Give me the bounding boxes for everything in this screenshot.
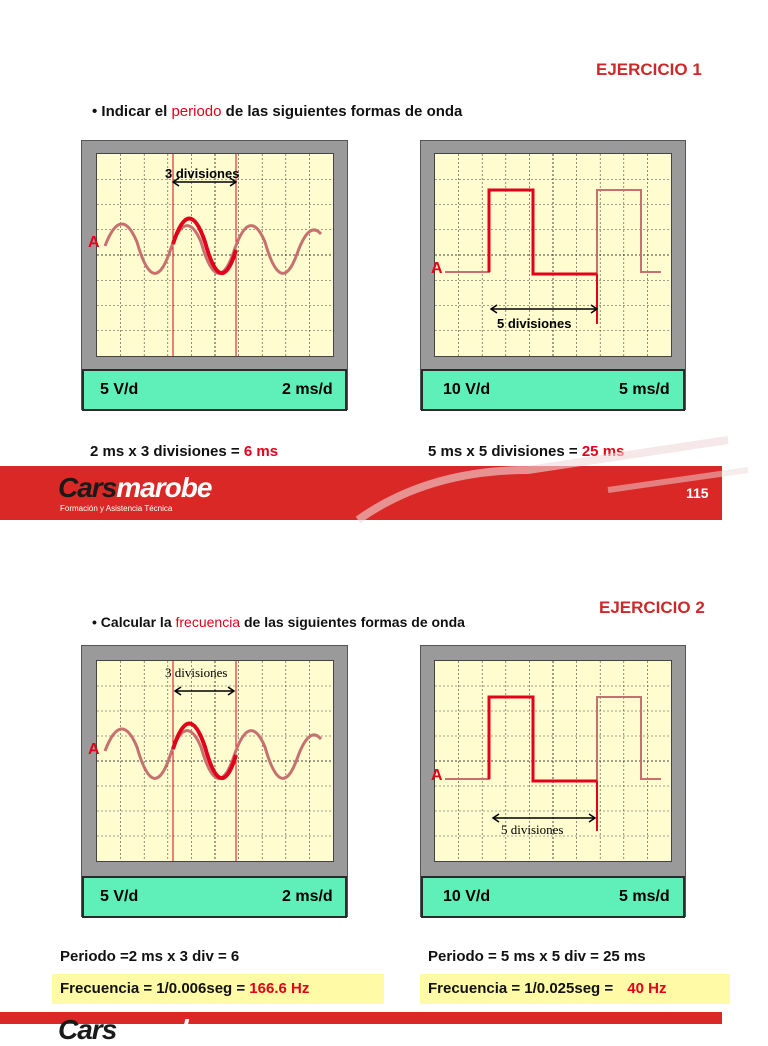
oscilloscope-sine-1 — [81, 140, 348, 410]
scope-screen — [88, 153, 334, 357]
sine-waveform — [97, 661, 333, 861]
time-per-div: 5 ms/d — [619, 381, 670, 398]
brand-logo — [58, 1014, 211, 1046]
brand-part-a: Cars — [58, 1014, 117, 1045]
bullet-dot: • — [92, 103, 102, 120]
axis-a-label: A — [431, 767, 443, 784]
period-left: Periodo =2 ms x 3 div = 6 — [60, 948, 240, 965]
scope-readout — [82, 876, 347, 918]
time-per-div: 2 ms/d — [282, 888, 333, 905]
volts-per-div: 5 V/d — [100, 888, 139, 905]
exercise-2-title: EJERCICIO 2 — [599, 598, 705, 617]
page-number: 115 — [686, 485, 709, 501]
volts-per-div: 5 V/d — [100, 381, 139, 398]
time-per-div: 2 ms/d — [282, 381, 333, 398]
instruction-post: de las siguientes formas de onda — [240, 614, 465, 630]
divisions-label: 3 divisiones — [165, 665, 228, 680]
freq-result: 40 Hz — [627, 980, 667, 997]
freq-result: 166.6 Hz — [249, 980, 310, 997]
oscilloscope-square-2 — [420, 645, 686, 917]
scope-readout — [421, 876, 685, 918]
bullet-dot: • — [92, 614, 101, 630]
square-period-highlight — [489, 697, 597, 781]
volts-per-div: 10 V/d — [443, 888, 491, 905]
frequency-right — [428, 980, 666, 997]
freq-text: Frecuencia = 1/0.025seg = — [428, 980, 618, 997]
brand-tagline: Formación y Asistencia Técnica — [60, 504, 173, 513]
square-period-highlight — [489, 190, 597, 274]
brand-part-b: marobe — [116, 1014, 212, 1045]
background-laptop-icon — [348, 430, 768, 530]
instruction-pre: Calcular la — [100, 614, 176, 630]
period-right: Periodo = 5 ms x 5 div = 25 ms — [428, 948, 646, 965]
footer-banner — [0, 1012, 722, 1045]
instruction-highlight: periodo — [171, 103, 222, 120]
exercise-1-instruction — [92, 103, 462, 120]
axis-a-label: A — [88, 234, 100, 251]
divisions-label: 5 divisiones — [501, 822, 564, 837]
instruction-post: de las siguientes formas de onda — [221, 103, 463, 120]
sine-waveform — [97, 154, 333, 356]
divisions-label: 3 divisiones — [165, 166, 240, 181]
volts-per-div: 10 V/d — [443, 381, 491, 398]
scope-screen — [431, 153, 672, 357]
exercise-1-title: EJERCICIO 1 — [596, 60, 702, 79]
brand-part-a: Cars — [58, 472, 117, 503]
freq-text: Frecuencia = 1/0.006seg = — [60, 980, 250, 997]
frequency-left — [60, 980, 309, 997]
scope-screen — [88, 660, 334, 862]
scope-screen — [431, 660, 672, 862]
instruction-pre: Indicar el — [101, 103, 172, 120]
brand-logo — [58, 472, 211, 504]
calc-text: 5 ms x 5 divisiones = — [428, 443, 582, 460]
calc-result: 25 ms — [581, 443, 625, 460]
axis-a-label: A — [431, 260, 443, 277]
time-per-div: 5 ms/d — [619, 888, 670, 905]
exercise-2-instruction — [92, 614, 465, 630]
divisions-label: 5 divisiones — [497, 316, 572, 331]
calc-result: 6 ms — [243, 443, 279, 460]
calc-text: 2 ms x 3 divisiones = — [90, 443, 244, 460]
axis-a-label: A — [88, 741, 100, 758]
brand-part-b: marobe — [116, 472, 212, 503]
instruction-highlight: frecuencia — [175, 614, 241, 630]
oscilloscope-sine-2 — [81, 645, 348, 917]
scope-readout — [82, 369, 347, 411]
scope-readout — [421, 369, 685, 411]
calc-left — [90, 443, 278, 460]
oscilloscope-square-1 — [420, 140, 686, 410]
